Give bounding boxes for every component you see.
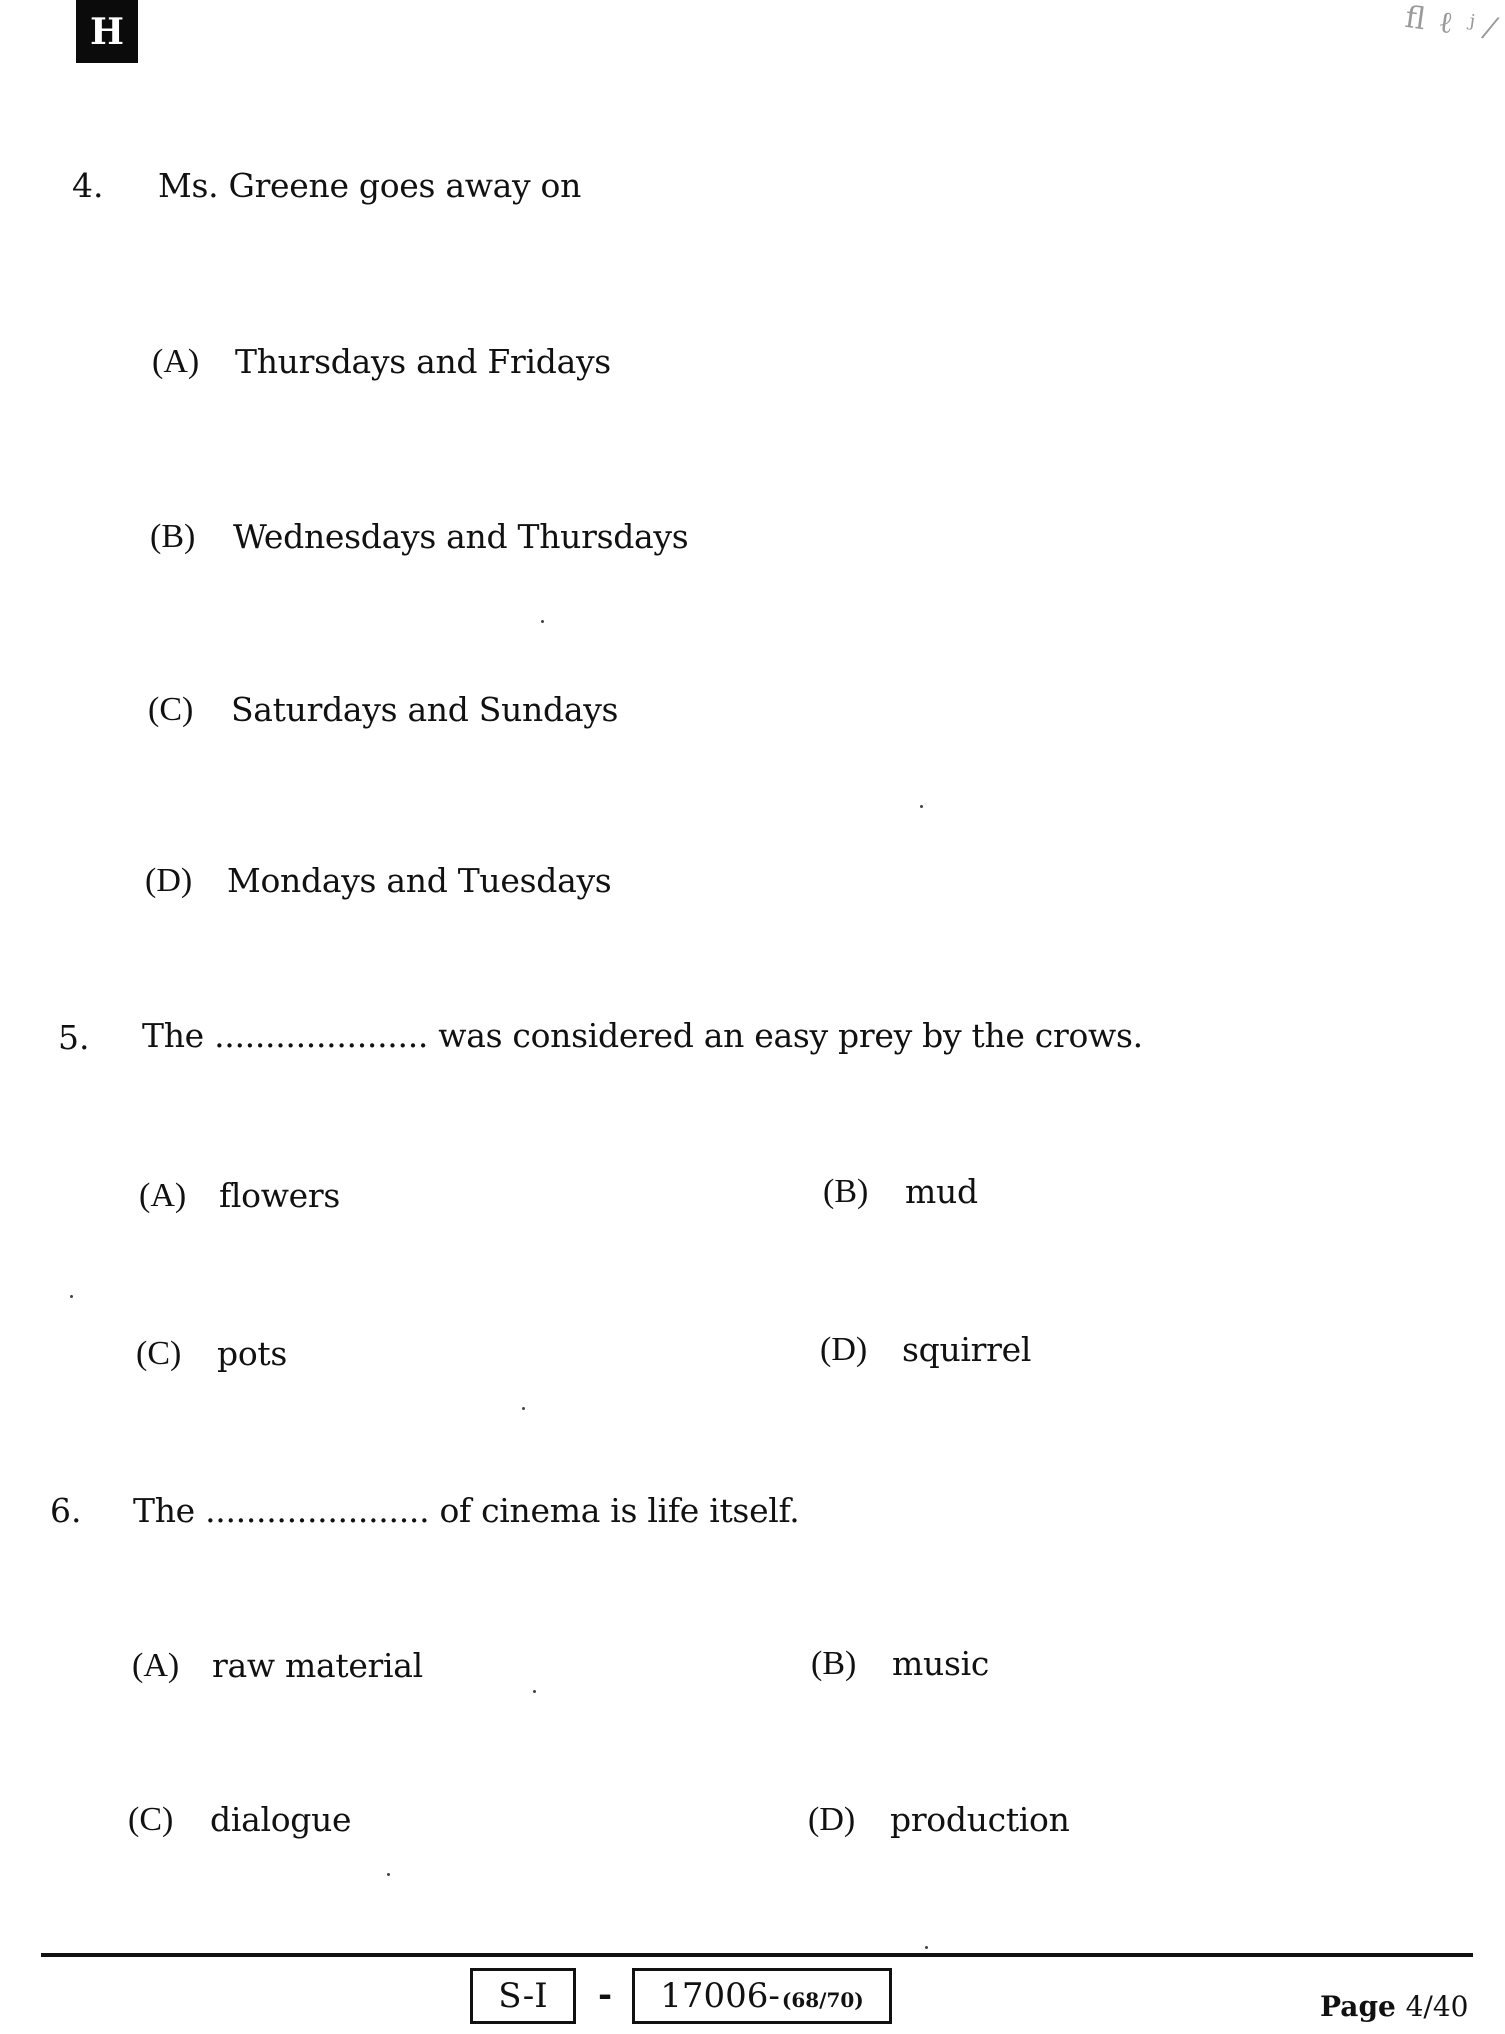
question-text: Ms. Greene goes away on xyxy=(158,166,582,205)
option-label-a: (A) xyxy=(132,1647,180,1684)
footer-rule xyxy=(41,1953,1473,1957)
option-text-a: Thursdays and Fridays xyxy=(235,342,611,381)
option-label-a: (A) xyxy=(139,1177,187,1214)
question-number: 4. xyxy=(72,166,104,205)
question-text: The ...................... of cinema is life itself. xyxy=(133,1491,800,1530)
option-text-a: raw material xyxy=(212,1646,423,1685)
corner-handwritten-mark: ﬂ ℓ ʲ ⁄ xyxy=(1403,0,1497,48)
option-text-a: flowers xyxy=(219,1176,341,1215)
option-label-a: (A) xyxy=(152,343,200,380)
option-label-d: (D) xyxy=(145,862,193,899)
footer-separator: - xyxy=(598,1975,613,2015)
paper-code-box xyxy=(632,1968,892,2024)
option-label-c: (C) xyxy=(136,1335,182,1372)
scan-speck xyxy=(533,1690,536,1693)
paper-code: 17006- xyxy=(660,1976,780,2016)
option-text-b: music xyxy=(892,1644,990,1683)
option-text-c: pots xyxy=(217,1334,287,1373)
scan-speck xyxy=(70,1295,73,1298)
option-text-d: production xyxy=(890,1800,1070,1839)
scan-speck xyxy=(387,1873,390,1876)
question-number: 5. xyxy=(58,1018,90,1057)
scan-speck xyxy=(541,620,544,623)
option-label-b: (B) xyxy=(811,1645,857,1682)
option-label-b: (B) xyxy=(150,518,196,555)
question-text: The ..................... was considered an easy prey by the crows. xyxy=(142,1016,1143,1055)
page-indicator xyxy=(1320,1990,1468,2023)
option-label-c: (C) xyxy=(128,1801,174,1838)
series-code: S-I xyxy=(498,1976,548,2016)
set-letter-badge: H xyxy=(76,0,138,63)
option-label-d: (D) xyxy=(808,1801,856,1838)
option-text-c: Saturdays and Sundays xyxy=(231,690,619,729)
option-text-b: Wednesdays and Thursdays xyxy=(233,517,689,556)
paper-code-suffix: (68/70) xyxy=(781,1988,864,2012)
option-label-b: (B) xyxy=(823,1173,869,1210)
option-text-d: Mondays and Tuesdays xyxy=(227,861,612,900)
scan-speck xyxy=(522,1407,525,1410)
option-text-b: mud xyxy=(905,1172,978,1211)
option-label-c: (C) xyxy=(148,691,194,728)
question-number: 6. xyxy=(50,1491,82,1530)
page-label: Page xyxy=(1320,1990,1406,2023)
option-text-d: squirrel xyxy=(902,1330,1032,1369)
scan-speck xyxy=(925,1946,928,1949)
page-number: 4/40 xyxy=(1405,1990,1469,2023)
scan-speck xyxy=(920,805,923,808)
option-label-d: (D) xyxy=(820,1331,868,1368)
series-code-box xyxy=(470,1968,576,2024)
option-text-c: dialogue xyxy=(210,1800,352,1839)
